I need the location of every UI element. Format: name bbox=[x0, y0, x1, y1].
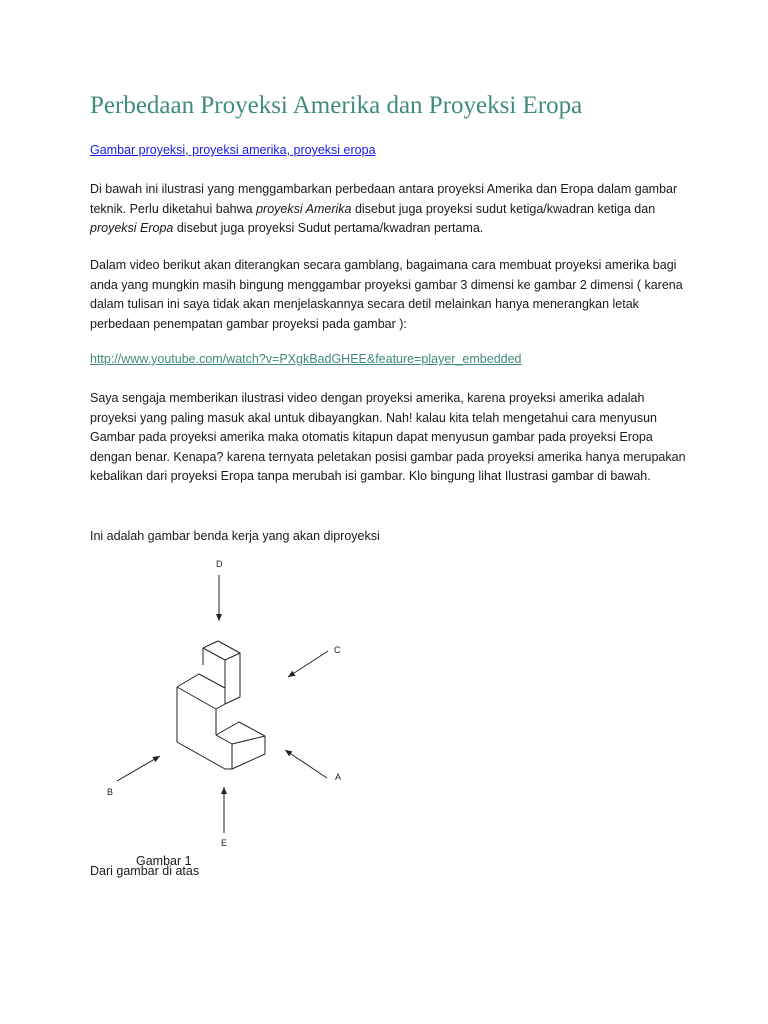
intro-em-amerika: proyeksi Amerika bbox=[256, 201, 352, 216]
back-block-edge bbox=[203, 641, 240, 704]
lower-step-front-top bbox=[216, 735, 265, 744]
video-link[interactable]: http://www.youtube.com/watch?v=PXgkBadGHEE&feature=player_embedded bbox=[90, 352, 522, 366]
arrow-b bbox=[117, 756, 160, 781]
workpiece-figure bbox=[95, 555, 365, 855]
video-paragraph: Dalam video berikut akan diterangkan secara gamblang, bagaimana cara membuat proyeksi amerika bagi anda yang mungkin masih bingung menggambar proyeksi gambar 3 dimensi ke gambar 2 dimensi ( karena dalam tulisan ini saya tidak akan menjelaskannya secara detil melainkan hanya menerangkan letak perbedaan penempatan gambar proyeksi pada gambar ): bbox=[90, 258, 683, 331]
intro-text-c: disebut juga proyeksi Sudut pertama/kwadran pertama. bbox=[173, 221, 484, 235]
figure-caption: Gambar 1 bbox=[136, 854, 192, 868]
closing-paragraph: Dari gambar di atas bbox=[90, 864, 200, 878]
label-c: C bbox=[334, 645, 341, 655]
arrow-a bbox=[285, 750, 327, 778]
explanation-paragraph: Saya sengaja memberikan ilustrasi video dengan proyeksi amerika, karena proyeksi amerika adalah proyeksi yang paling masuk akal untuk dibayangkan. Nah! kalau kita telah mengetahui cara menyusun Gambar pada proyeksi amerika maka otomatis kitapun dapat menyusun gambar pada proyeksi Eropa dengan benar. Kenapa? karena ternyata peletakan posisi gambar pada proyeksi amerika hanya merupakan kebalikan dari proyeksi Eropa tanpa merubah isi gambar. Klo bingung lihat Ilustrasi gambar di bawah. bbox=[90, 391, 686, 483]
figure-intro-paragraph: Ini adalah gambar benda kerja yang akan diproyeksi bbox=[90, 529, 380, 543]
view-arrows bbox=[117, 575, 328, 833]
label-b: B bbox=[107, 787, 114, 797]
lower-step-right-face bbox=[232, 736, 265, 769]
label-e: E bbox=[221, 838, 228, 848]
tags-link[interactable]: Gambar proyeksi, proyeksi amerika, proyeksi eropa bbox=[90, 143, 376, 157]
label-d: D bbox=[216, 559, 223, 569]
upper-step-join bbox=[216, 704, 225, 709]
intro-em-eropa: proyeksi Eropa bbox=[90, 221, 174, 235]
intro-text-b: disebut juga proyeksi sudut ketiga/kwadran ketiga dan bbox=[351, 201, 656, 216]
label-a: A bbox=[335, 772, 342, 782]
upper-step-front bbox=[177, 687, 216, 735]
left-face-outline bbox=[177, 687, 225, 769]
intro-text-a: Di bawah ini ilustrasi yang menggambarkan perbedaan antara proyeksi Amerika dan Eropa dalam gambar teknik. Perlu diketahui bahwa bbox=[90, 182, 678, 216]
isometric-drawing bbox=[95, 555, 365, 855]
intro-paragraph bbox=[90, 180, 690, 239]
page-title: Perbedaan Proyeksi Amerika dan Proyeksi Eropa bbox=[90, 92, 583, 119]
arrow-c bbox=[288, 651, 328, 677]
upper-step-top bbox=[177, 674, 225, 688]
lower-step-top bbox=[216, 722, 265, 736]
